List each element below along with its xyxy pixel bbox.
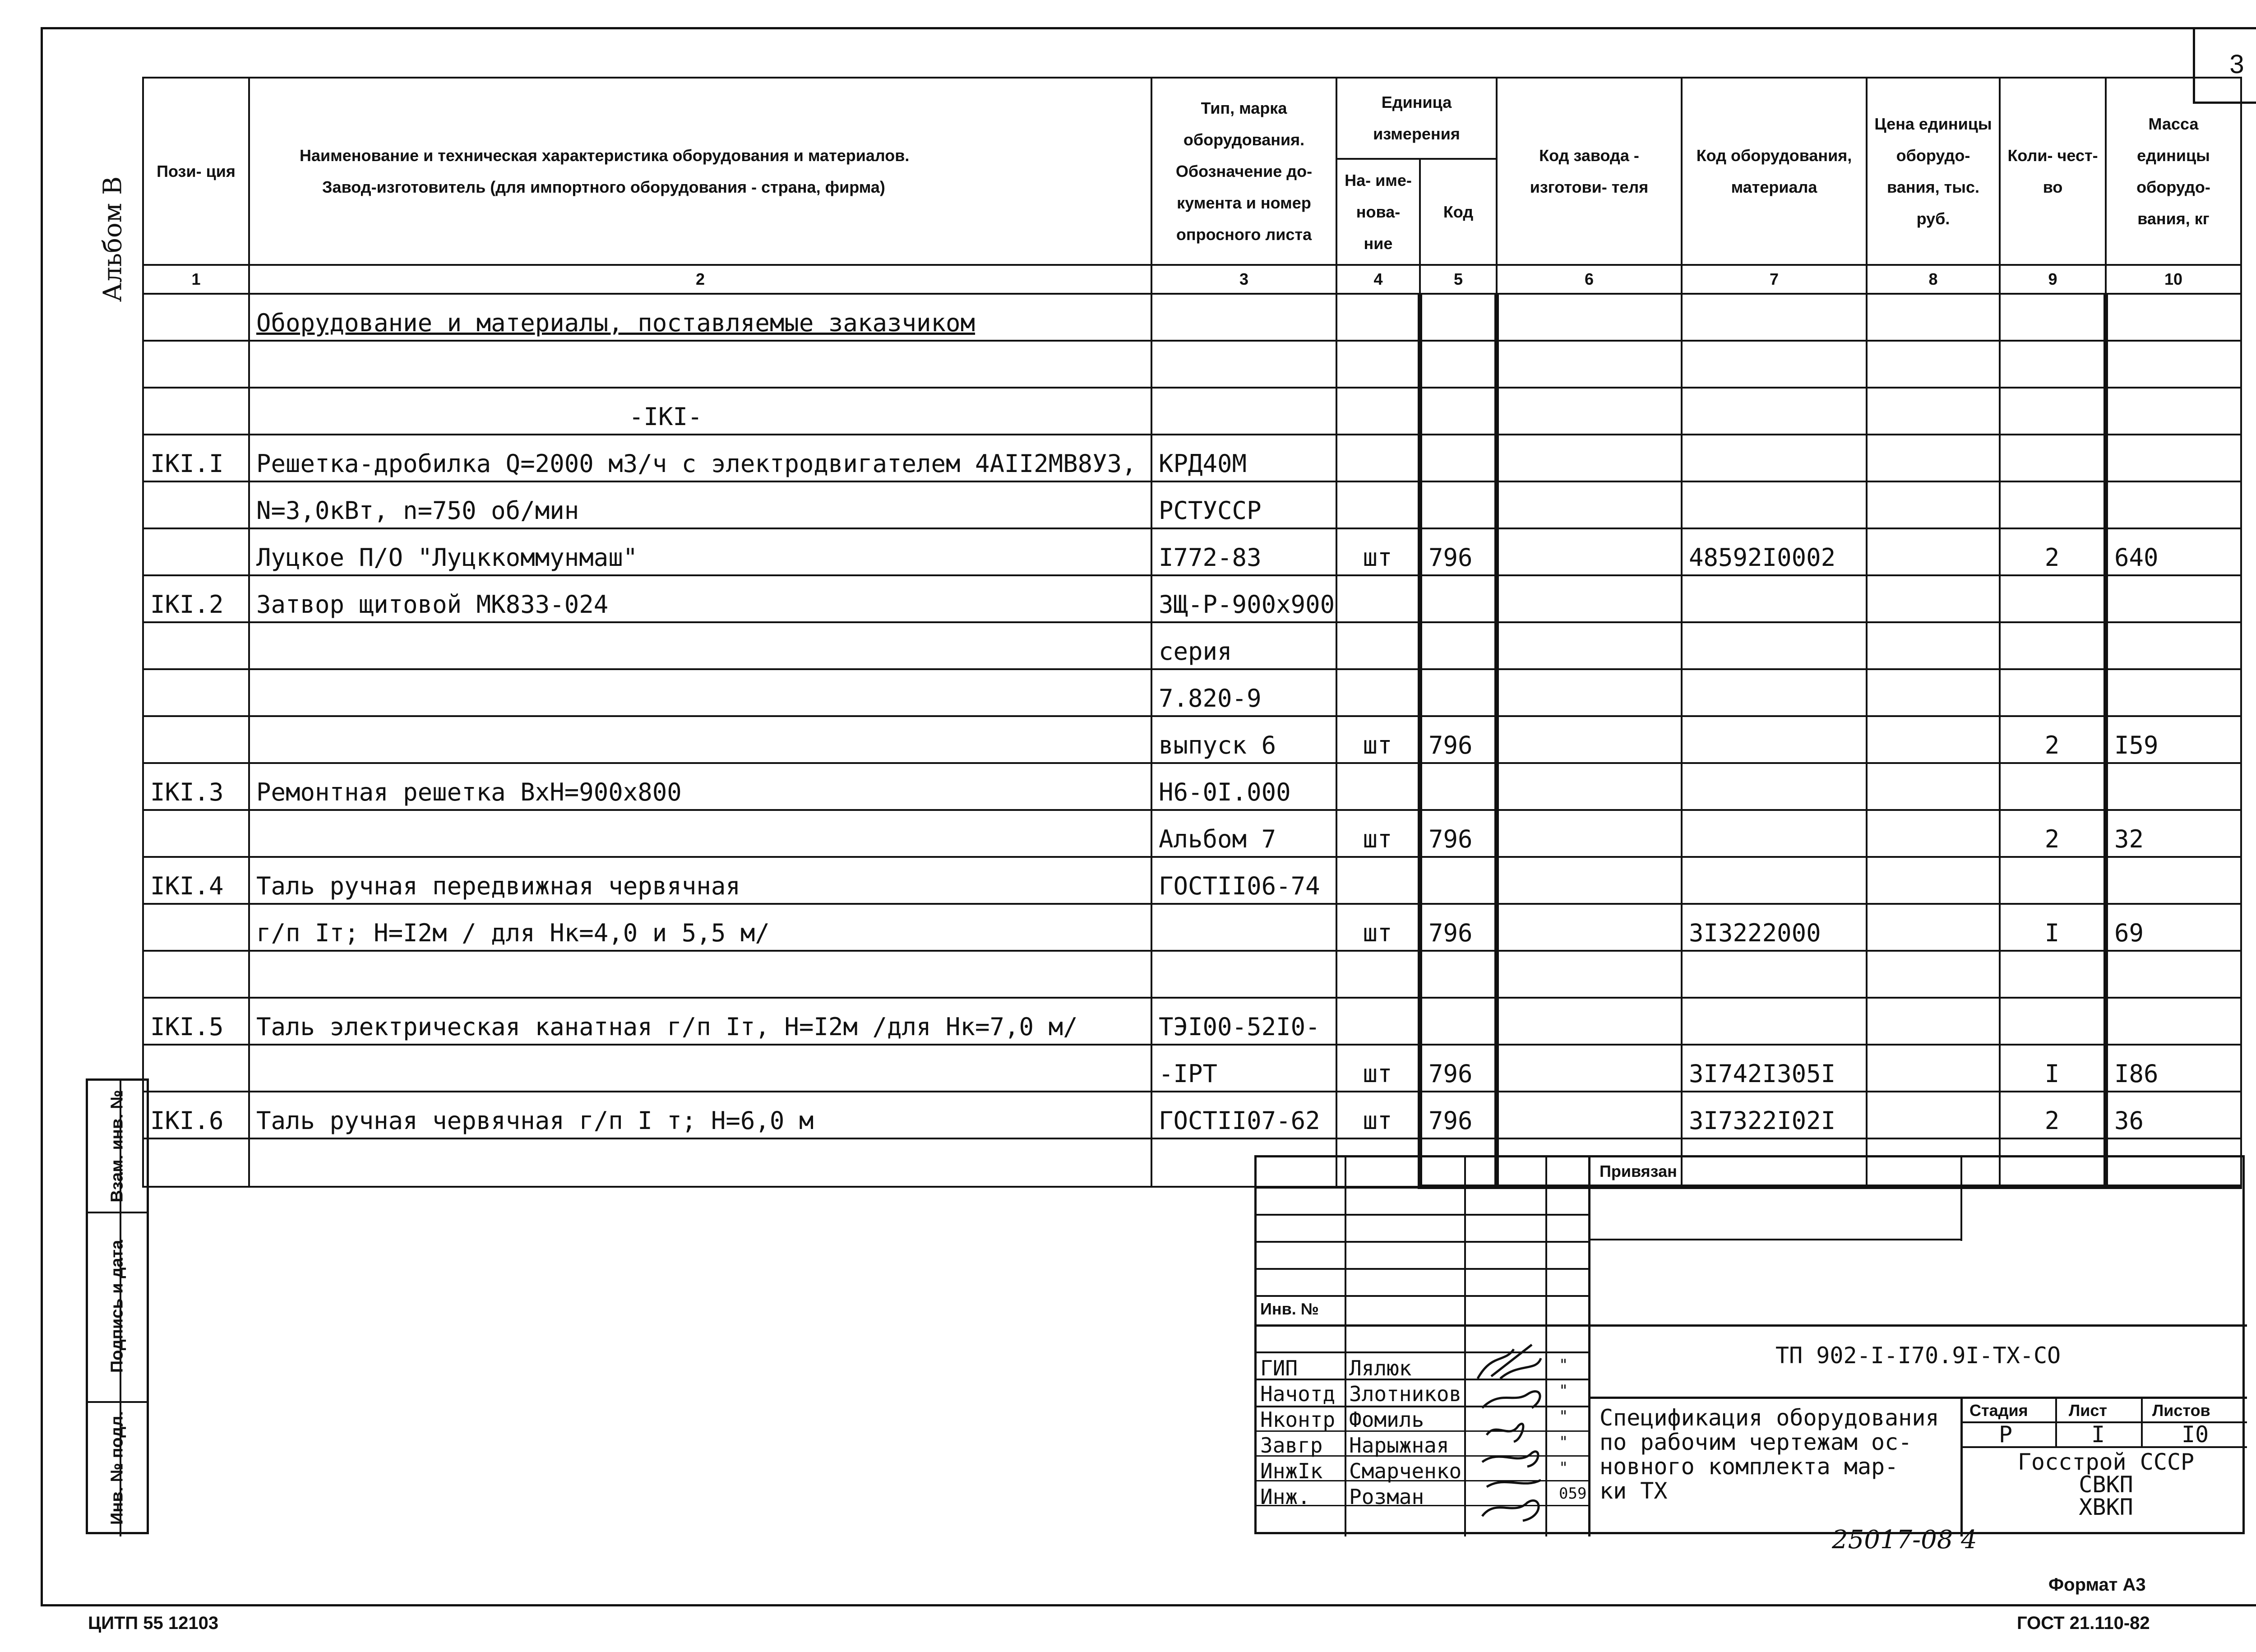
- cell-unit-code: [1420, 763, 1497, 810]
- cell-name: Луцкое П/О "Луцккоммунмаш": [249, 528, 1151, 575]
- cell-name: [249, 716, 1151, 763]
- cell-position: [143, 1045, 249, 1092]
- cell-plant-code: [1497, 435, 1682, 481]
- cell-unit-code: [1420, 857, 1497, 904]
- cell-material-code: [1682, 763, 1867, 810]
- signer-name: Нарыжная: [1349, 1433, 1449, 1458]
- cell-material-code: 3I7322I02I: [1682, 1092, 1867, 1138]
- sheet-value: I: [2091, 1421, 2105, 1448]
- cell-unit-code: [1420, 998, 1497, 1045]
- cell-quantity: [2000, 481, 2106, 528]
- header-unit: Единица измерения: [1336, 78, 1497, 159]
- cell-mass: [2106, 575, 2241, 622]
- cell-price: [1867, 435, 2000, 481]
- cell-unit-code: 796: [1420, 904, 1497, 951]
- cell-type: КРД40М: [1151, 435, 1336, 481]
- signature-marks: [1464, 1336, 1554, 1534]
- cell-material-code: 48592I0002: [1682, 528, 1867, 575]
- cell-unit-code: [1420, 435, 1497, 481]
- cell-quantity: [2000, 435, 2106, 481]
- signer-name: Розман: [1349, 1485, 1424, 1509]
- cell-price: [1867, 998, 2000, 1045]
- side-inv-podl: Инв. № подл.: [107, 1411, 127, 1525]
- cell-unit-code: [1420, 575, 1497, 622]
- cell-position: [143, 481, 249, 528]
- cell-name: Ремонтная решетка ВхН=900х800: [249, 763, 1151, 810]
- specification-table: [142, 77, 2242, 1189]
- colnum: 3: [1151, 265, 1336, 294]
- cell-name: [249, 1138, 1151, 1187]
- cell-price: [1867, 669, 2000, 716]
- signer-name: Фомиль: [1349, 1407, 1424, 1432]
- cell-quantity: I: [2000, 904, 2106, 951]
- side-stamp: [86, 1078, 149, 1534]
- cell-material-code: [1682, 669, 1867, 716]
- cell-material-code: [1682, 810, 1867, 857]
- cell-plant-code: [1497, 575, 1682, 622]
- cell-mass: [2106, 622, 2241, 669]
- cell-plant-code: [1497, 528, 1682, 575]
- cell-type: 7.820-9: [1151, 669, 1336, 716]
- cell-unit-name: шт: [1336, 716, 1420, 763]
- cell-material-code: 3I3222000: [1682, 904, 1867, 951]
- cell-type: [1151, 904, 1336, 951]
- header-unit-name: На- име- нова- ние: [1336, 159, 1420, 265]
- organization: Госстрой СССР СВКП ХВКП: [2017, 1449, 2195, 1520]
- cell-mass: 32: [2106, 810, 2241, 857]
- cell-quantity: [2000, 857, 2106, 904]
- cell-position: [143, 1138, 249, 1187]
- signer-name: Лялюк: [1349, 1356, 1412, 1380]
- cell-material-code: [1682, 998, 1867, 1045]
- group-title-row: [143, 388, 2241, 435]
- signer-mark: ": [1559, 1356, 1568, 1374]
- section-title: Оборудование и материалы, поставляемые заказчиком: [256, 309, 975, 337]
- cell-type: I772-83: [1151, 528, 1336, 575]
- colnum: 7: [1682, 265, 1867, 294]
- signer-name: Злотников: [1349, 1382, 1462, 1406]
- album-label: Альбом В: [98, 176, 128, 302]
- table-row: [143, 1045, 2241, 1092]
- title-block: [1254, 1155, 2245, 1534]
- cell-unit-code: 796: [1420, 1045, 1497, 1092]
- table-row: [143, 669, 2241, 716]
- table-row: [143, 904, 2241, 951]
- cell-price: [1867, 481, 2000, 528]
- signer-name: Смарченко: [1349, 1459, 1462, 1483]
- footer-right: ГОСТ 21.110-82: [2017, 1613, 2150, 1633]
- signer-role: Начотд: [1260, 1382, 1336, 1406]
- cell-type: ГОСТII06-74: [1151, 857, 1336, 904]
- cell-mass: [2106, 669, 2241, 716]
- cell-material-code: [1682, 575, 1867, 622]
- cell-position: [143, 669, 249, 716]
- cell-mass: [2106, 481, 2241, 528]
- blank-row: [143, 341, 2241, 388]
- cell-price: [1867, 951, 2000, 998]
- cell-quantity: 2: [2000, 528, 2106, 575]
- section-title-row: [143, 294, 2241, 341]
- cell-type: серия: [1151, 622, 1336, 669]
- stage-value: Р: [1999, 1421, 2013, 1448]
- cell-quantity: [2000, 575, 2106, 622]
- cell-unit-name: [1336, 998, 1420, 1045]
- header-mass: Масса единицы оборудо- вания, кг: [2106, 78, 2241, 265]
- cell-unit-name: [1336, 435, 1420, 481]
- cell-unit-code: [1420, 622, 1497, 669]
- cell-plant-code: [1497, 669, 1682, 716]
- cell-position: IKI.5: [143, 998, 249, 1045]
- colnum: 4: [1336, 265, 1420, 294]
- signer-role: Завгр: [1260, 1433, 1323, 1458]
- cell-unit-code: [1420, 481, 1497, 528]
- cell-unit-name: шт: [1336, 810, 1420, 857]
- cell-name: N=3,0кВт, n=750 об/мин: [249, 481, 1151, 528]
- signer-role: Нконтр: [1260, 1407, 1336, 1432]
- colnum: 8: [1867, 265, 2000, 294]
- cell-plant-code: [1497, 998, 1682, 1045]
- footer-left: ЦИТП 55 12103: [88, 1613, 219, 1633]
- signer-role: Инж.: [1260, 1485, 1310, 1509]
- signer-role: ГИП: [1260, 1356, 1298, 1380]
- cell-quantity: [2000, 669, 2106, 716]
- cell-unit-name: шт: [1336, 1092, 1420, 1138]
- cell-price: [1867, 575, 2000, 622]
- cell-mass: 640: [2106, 528, 2241, 575]
- privyazan-label: Привязан: [1600, 1162, 1677, 1180]
- cell-type: ГОСТII07-62: [1151, 1092, 1336, 1138]
- inv-no-label: Инв. №: [1260, 1300, 1319, 1318]
- cell-price: [1867, 1092, 2000, 1138]
- cell-unit-name: [1336, 951, 1420, 998]
- cell-material-code: [1682, 435, 1867, 481]
- cell-name: [249, 1045, 1151, 1092]
- sheets-value: I0: [2182, 1421, 2209, 1448]
- header-plant-code: Код завода - изготови- теля: [1497, 78, 1682, 265]
- side-podpis: Подпись и дата: [107, 1240, 127, 1373]
- cell-unit-code: 796: [1420, 810, 1497, 857]
- cell-position: [143, 716, 249, 763]
- cell-position: IKI.I: [143, 435, 249, 481]
- cell-quantity: [2000, 622, 2106, 669]
- cell-type: выпуск 6: [1151, 716, 1336, 763]
- cell-mass: [2106, 857, 2241, 904]
- cell-name: [249, 810, 1151, 857]
- cell-type: Альбом 7: [1151, 810, 1336, 857]
- header-type: Тип, марка оборудования. Обозначение до- кумента и номер опросного листа: [1151, 78, 1336, 265]
- table-row: [143, 575, 2241, 622]
- cell-position: [143, 622, 249, 669]
- group-title: -IKI-: [249, 388, 1151, 435]
- cell-name: Таль ручная червячная г/п I т; Н=6,0 м: [249, 1092, 1151, 1138]
- cell-unit-code: 796: [1420, 528, 1497, 575]
- column-numbers-row: [143, 265, 2241, 294]
- signer-role: ИнжIк: [1260, 1459, 1323, 1483]
- colnum: 1: [143, 265, 249, 294]
- colnum: 2: [249, 265, 1151, 294]
- table-row: [143, 1092, 2241, 1138]
- table-row: [143, 622, 2241, 669]
- cell-price: [1867, 810, 2000, 857]
- cell-unit-name: [1336, 763, 1420, 810]
- handwritten-number: 25017-08 4: [1832, 1525, 1977, 1555]
- cell-unit-name: шт: [1336, 904, 1420, 951]
- cell-type: Н6-0I.000: [1151, 763, 1336, 810]
- cell-mass: I59: [2106, 716, 2241, 763]
- cell-mass: [2106, 951, 2241, 998]
- cell-name: г/п Iт; Н=I2м / для Нк=4,0 и 5,5 м/: [249, 904, 1151, 951]
- cell-quantity: I: [2000, 1045, 2106, 1092]
- table-row: [143, 481, 2241, 528]
- cell-plant-code: [1497, 481, 1682, 528]
- sheet-label: Лист: [2069, 1401, 2108, 1420]
- cell-unit-name: [1336, 857, 1420, 904]
- signer-mark: ": [1559, 1459, 1568, 1477]
- table-row: [143, 716, 2241, 763]
- colnum: 9: [2000, 265, 2106, 294]
- cell-unit-name: шт: [1336, 1045, 1420, 1092]
- signer-mark: 059: [1559, 1485, 1587, 1503]
- header-price: Цена единицы оборудо- вания, тыс. руб.: [1867, 78, 2000, 265]
- cell-quantity: 2: [2000, 716, 2106, 763]
- cell-mass: [2106, 998, 2241, 1045]
- cell-mass: 69: [2106, 904, 2241, 951]
- cell-type: ТЭI00-52I0-: [1151, 998, 1336, 1045]
- cell-quantity: [2000, 998, 2106, 1045]
- cell-quantity: [2000, 763, 2106, 810]
- cell-price: [1867, 857, 2000, 904]
- cell-mass: 36: [2106, 1092, 2241, 1138]
- cell-name: Таль электрическая канатная г/п Iт, Н=I2м /для Нк=7,0 м/: [249, 998, 1151, 1045]
- cell-quantity: 2: [2000, 1092, 2106, 1138]
- cell-mass: [2106, 763, 2241, 810]
- cell-unit-name: [1336, 622, 1420, 669]
- cell-plant-code: [1497, 1045, 1682, 1092]
- cell-material-code: [1682, 716, 1867, 763]
- cell-name: [249, 951, 1151, 998]
- cell-plant-code: [1497, 716, 1682, 763]
- cell-name: Затвор щитовой МК833-024: [249, 575, 1151, 622]
- cell-plant-code: [1497, 904, 1682, 951]
- cell-unit-code: [1420, 951, 1497, 998]
- cell-plant-code: [1497, 857, 1682, 904]
- cell-material-code: [1682, 481, 1867, 528]
- document-code: ТП 902-I-I70.9I-ТХ-СО: [1775, 1342, 2061, 1369]
- cell-plant-code: [1497, 622, 1682, 669]
- header-row: [143, 78, 2241, 159]
- cell-mass: I86: [2106, 1045, 2241, 1092]
- cell-position: IKI.2: [143, 575, 249, 622]
- cell-unit-name: [1336, 481, 1420, 528]
- cell-unit-code: 796: [1420, 1092, 1497, 1138]
- cell-type: -IРТ: [1151, 1045, 1336, 1092]
- cell-position: IKI.4: [143, 857, 249, 904]
- signer-mark: ": [1559, 1433, 1568, 1451]
- cell-price: [1867, 528, 2000, 575]
- table-row: [143, 998, 2241, 1045]
- cell-quantity: [2000, 951, 2106, 998]
- cell-plant-code: [1497, 951, 1682, 998]
- cell-unit-name: шт: [1336, 528, 1420, 575]
- cell-material-code: 3I742I305I: [1682, 1045, 1867, 1092]
- cell-price: [1867, 1045, 2000, 1092]
- cell-type: ЗЩ-Р-900х900: [1151, 575, 1336, 622]
- table-row: [143, 857, 2241, 904]
- table-row: [143, 435, 2241, 481]
- header-quantity: Коли- чест- во: [2000, 78, 2106, 265]
- colnum: 6: [1497, 265, 1682, 294]
- side-vzam: Взам. инв. №: [107, 1090, 127, 1203]
- colnum: 10: [2106, 265, 2241, 294]
- cell-material-code: [1682, 951, 1867, 998]
- cell-name: [249, 669, 1151, 716]
- cell-unit-code: [1420, 669, 1497, 716]
- format-label: Формат А3: [2048, 1575, 2146, 1595]
- table-row: [143, 810, 2241, 857]
- cell-quantity: 2: [2000, 810, 2106, 857]
- cell-plant-code: [1497, 810, 1682, 857]
- sheets-label: Листов: [2152, 1401, 2210, 1420]
- cell-price: [1867, 763, 2000, 810]
- cell-position: IKI.3: [143, 763, 249, 810]
- cell-type: [1151, 951, 1336, 998]
- signer-mark: ": [1559, 1382, 1568, 1400]
- table-row: [143, 528, 2241, 575]
- header-position: Пози- ция: [143, 78, 249, 265]
- cell-type: РСТУССР: [1151, 481, 1336, 528]
- header-unit-code: Код: [1420, 159, 1497, 265]
- cell-price: [1867, 716, 2000, 763]
- cell-price: [1867, 904, 2000, 951]
- cell-plant-code: [1497, 763, 1682, 810]
- cell-unit-name: [1336, 575, 1420, 622]
- cell-position: [143, 810, 249, 857]
- header-name: Наименование и техническая характеристика оборудования и материалов. Завод-изготовитель (для импортного оборудования - страна, фирма): [249, 78, 1151, 265]
- cell-mass: [2106, 435, 2241, 481]
- cell-position: [143, 904, 249, 951]
- table-row: [143, 763, 2241, 810]
- table-row: [143, 951, 2241, 998]
- signer-mark: ": [1559, 1407, 1568, 1425]
- cell-name: [249, 622, 1151, 669]
- cell-position: [143, 528, 249, 575]
- cell-price: [1867, 622, 2000, 669]
- header-material-code: Код оборудования, материала: [1682, 78, 1867, 265]
- stage-label: Стадия: [1969, 1401, 2028, 1420]
- cell-unit-name: [1336, 669, 1420, 716]
- cell-position: [143, 951, 249, 998]
- cell-unit-code: 796: [1420, 716, 1497, 763]
- colnum: 5: [1420, 265, 1497, 294]
- cell-material-code: [1682, 857, 1867, 904]
- cell-name: Решетка-дробилка Q=2000 м3/ч с электродвигателем 4АII2МВ8У3,: [249, 435, 1151, 481]
- cell-name: Таль ручная передвижная червячная: [249, 857, 1151, 904]
- cell-material-code: [1682, 622, 1867, 669]
- cell-position: IKI.6: [143, 1092, 249, 1138]
- cell-plant-code: [1497, 1092, 1682, 1138]
- document-description: Спецификация оборудования по рабочим чертежам ос- новного комплекта мар- ки ТХ: [1600, 1405, 1939, 1504]
- page-number: 3: [2193, 27, 2256, 104]
